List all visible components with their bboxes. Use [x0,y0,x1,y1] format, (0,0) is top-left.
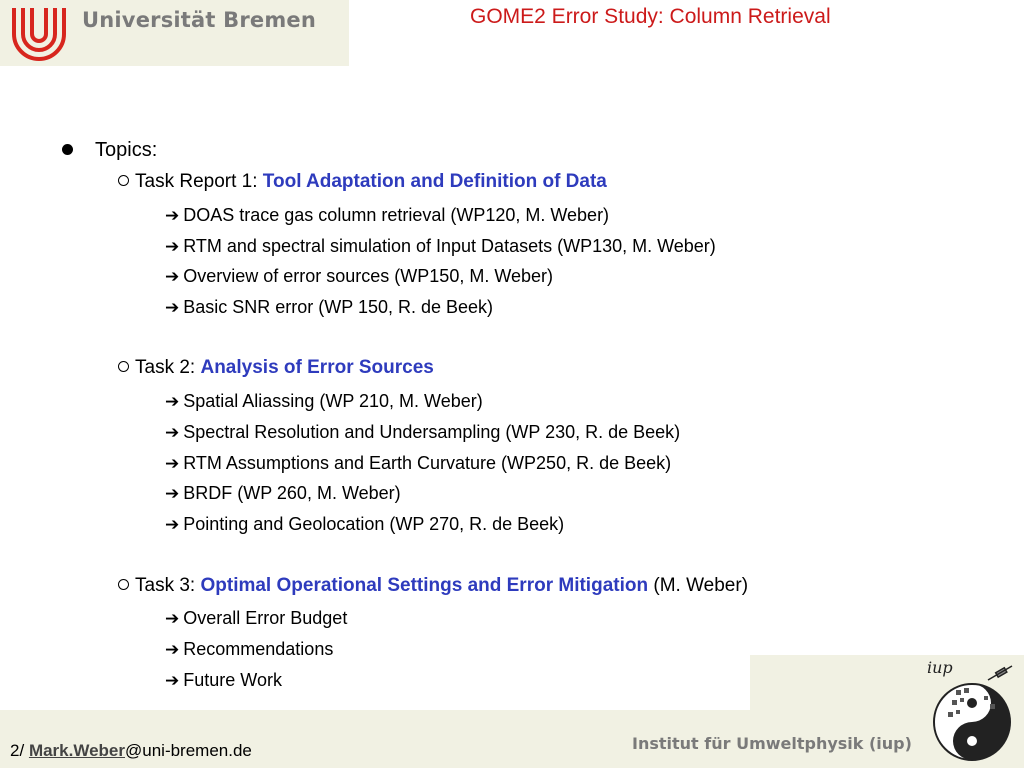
list-item [165,204,609,227]
footer-author [10,741,252,761]
footer-separator: / [19,741,25,760]
institute-name: Institut für Umweltphysik (iup) [632,734,912,753]
slide-title: GOME2 Error Study: Column Retrieval [470,5,831,28]
task-prefix: Task Report 1: [135,171,258,192]
list-item [165,452,671,475]
email-domain: @uni-bremen.de [125,741,252,760]
arrow-right-icon: ➔ [165,454,180,474]
task-prefix: Task 2: [135,357,196,378]
arrow-right-icon: ➔ [165,640,180,660]
arrow-right-icon: ➔ [165,671,180,691]
bullet-dot-icon [62,144,73,155]
author-email-link[interactable]: Mark.Weber [28,741,125,760]
list-item-text: Overview of error sources (WP150, M. Weber) [183,266,554,286]
list-item [165,265,553,288]
circle-bullet-icon [118,175,129,186]
circle-bullet-icon [118,361,129,372]
list-item-text: Spatial Aliassing (WP 210, M. Weber) [183,391,483,411]
arrow-right-icon: ➔ [165,298,180,318]
list-item-text: RTM Assumptions and Earth Curvature (WP250, R. de Beek) [183,453,672,473]
task-highlight: Analysis of Error Sources [200,357,434,378]
task-suffix: (M. Weber) [653,575,749,596]
list-item-text: Spectral Resolution and Undersampling (WP 230, R. de Beek) [183,422,681,442]
list-item [165,669,282,692]
list-item-text: BRDF (WP 260, M. Weber) [183,483,401,503]
task-highlight: Tool Adaptation and Definition of Data [262,171,607,192]
arrow-right-icon: ➔ [165,515,180,535]
task-prefix: Task 3: [135,575,196,596]
arrow-right-icon: ➔ [165,609,180,629]
topics-label: Topics: [95,139,158,161]
list-item-text: Basic SNR error (WP 150, R. de Beek) [183,297,494,317]
task-heading [118,357,434,379]
list-item [165,607,347,630]
arrow-right-icon: ➔ [165,267,180,287]
list-item [165,421,680,444]
list-item [165,296,493,319]
list-item-text: Recommendations [183,639,334,659]
arrow-right-icon: ➔ [165,237,180,257]
university-name: Universität Bremen [82,8,317,32]
task-highlight: Optimal Operational Settings and Error Mitigation [200,575,649,596]
task-heading [118,171,607,193]
list-item [165,235,716,258]
arrow-right-icon: ➔ [165,206,180,226]
list-item [165,482,401,505]
circle-bullet-icon [118,579,129,590]
list-item [165,390,483,413]
list-item [165,513,564,536]
list-item-text: Future Work [183,670,282,690]
arrow-right-icon: ➔ [165,392,180,412]
university-logo-icon [6,4,72,62]
list-item-text: RTM and spectral simulation of Input Datasets (WP130, M. Weber) [183,236,716,256]
list-item-text: Pointing and Geolocation (WP 270, R. de Beek) [183,514,565,534]
page-number: 2 [10,741,20,760]
list-item [165,638,333,661]
task-heading [118,575,748,597]
arrow-right-icon: ➔ [165,484,180,504]
iup-logo-text: iup [927,658,953,677]
arrow-right-icon: ➔ [165,423,180,443]
list-item-text: DOAS trace gas column retrieval (WP120, M. Weber) [183,205,610,225]
list-item-text: Overall Error Budget [183,608,348,628]
